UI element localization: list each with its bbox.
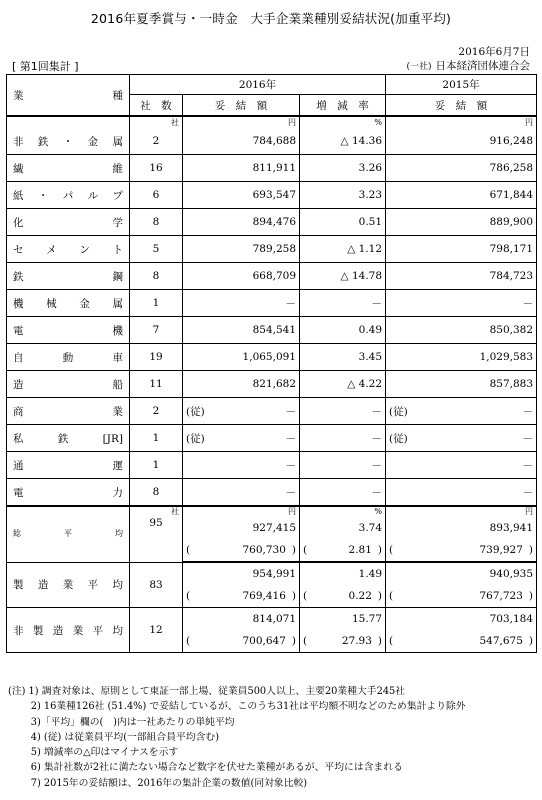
- change-rate: 3.45: [300, 344, 386, 371]
- industry-name: 繊維: [7, 155, 130, 182]
- summary-rate: 1.49: [300, 562, 386, 585]
- industry-name: 電力: [7, 479, 130, 507]
- open-paren: (: [303, 544, 308, 556]
- organization-name: 日本経済団体連合会: [435, 60, 530, 72]
- company-count: 8: [130, 479, 183, 507]
- unit-percent: %: [300, 506, 386, 517]
- settled-amount-prev: －: [386, 290, 537, 317]
- summary-simple-average: [300, 539, 386, 562]
- summary-label: 非製造業平均: [7, 608, 130, 653]
- simple-average-value: 739,927: [479, 544, 523, 556]
- settled-amount: 854,541: [183, 317, 300, 344]
- summary-label: 製造業平均: [7, 562, 130, 608]
- footnotes: [8, 684, 538, 791]
- settled-amount-prev: 671,844: [386, 182, 537, 209]
- table-row: [7, 290, 537, 317]
- summary-row: [7, 562, 537, 585]
- table-row: [7, 209, 537, 236]
- header-amount: 妥 結 額: [183, 95, 300, 117]
- table-row: [7, 425, 537, 452]
- table-row: [7, 452, 537, 479]
- settled-amount: 811,911: [183, 155, 300, 182]
- open-paren: (: [303, 590, 308, 602]
- change-rate: 0.49: [300, 317, 386, 344]
- open-paren: (: [389, 544, 394, 556]
- table-row: [7, 263, 537, 290]
- cell-value: －: [285, 405, 296, 418]
- summary-amount-prev: 940,935: [386, 562, 537, 585]
- close-paren: ): [377, 635, 383, 647]
- settled-amount: －: [183, 479, 300, 507]
- summary-company-count: 83: [130, 562, 183, 608]
- summary-simple-average: [183, 539, 300, 562]
- simple-average-value: 27.93: [341, 635, 372, 647]
- table-row: [7, 398, 537, 425]
- summary-simple-average: [300, 630, 386, 653]
- footnote-line: 6) 集計社数が2社に満たない場合など数字を伏せた業種があるが、平均には含まれる: [8, 762, 403, 774]
- summary-label-top: 総平均: [7, 506, 130, 562]
- summary-simple-average: [386, 585, 537, 608]
- company-count: 1: [130, 290, 183, 317]
- document-date: 2016年6月7日: [458, 46, 530, 58]
- open-paren: (: [186, 590, 191, 602]
- company-count: 19: [130, 344, 183, 371]
- organization: [406, 58, 530, 73]
- change-rate: －: [300, 425, 386, 452]
- summary-amount: 927,415: [183, 517, 300, 539]
- simple-average-value: 700,647: [242, 635, 286, 647]
- simple-average-value: 0.22: [348, 590, 372, 602]
- employee-average-marker: (従): [186, 405, 205, 418]
- close-paren: ): [528, 544, 534, 556]
- settled-amount-prev: 889,900: [386, 209, 537, 236]
- footnote-line: 4) (従) は従業員平均(一部組合員平均含む): [8, 731, 220, 743]
- company-count: 16: [130, 155, 183, 182]
- unit-percent: %: [300, 116, 386, 128]
- summary-simple-average: [300, 585, 386, 608]
- summary-simple-average: [386, 539, 537, 562]
- employee-average-marker: (従): [186, 432, 205, 445]
- industry-name: 通運: [7, 452, 130, 479]
- settled-amount: 693,547: [183, 182, 300, 209]
- close-paren: ): [377, 544, 383, 556]
- header-year-current: 2016年: [130, 75, 386, 95]
- settled-amount-prev: －: [386, 479, 537, 507]
- summary-amount-prev: 893,941: [386, 517, 537, 539]
- change-rate: －: [300, 452, 386, 479]
- open-paren: (: [389, 590, 394, 602]
- change-rate: △ 1.12: [300, 236, 386, 263]
- settled-amount-prev: [386, 425, 537, 452]
- change-rate: －: [300, 290, 386, 317]
- footnote-line: 3)「平均」欄の( )内は一社あたりの単純平均: [8, 716, 235, 728]
- summary-amount: 954,991: [183, 562, 300, 585]
- settled-amount-prev: －: [386, 452, 537, 479]
- change-rate: 3.26: [300, 155, 386, 182]
- cell-value: －: [285, 432, 296, 445]
- change-rate: △ 4.22: [300, 371, 386, 398]
- change-rate: 3.23: [300, 182, 386, 209]
- industry-name: 紙・パルプ: [7, 182, 130, 209]
- summary-simple-average: [183, 585, 300, 608]
- batch-label: [ 第1回集計 ]: [12, 60, 79, 73]
- change-rate: －: [300, 398, 386, 425]
- table-row: [7, 236, 537, 263]
- close-paren: ): [377, 590, 383, 602]
- settled-amount: 668,709: [183, 263, 300, 290]
- unit-yen: 円: [183, 116, 300, 128]
- settled-amount: [183, 425, 300, 452]
- cell-value: －: [522, 405, 534, 418]
- change-rate: 0.51: [300, 209, 386, 236]
- industry-name: 鉄鋼: [7, 263, 130, 290]
- settled-amount-prev: [386, 398, 537, 425]
- settled-amount-prev: 784,723: [386, 263, 537, 290]
- close-paren: ): [528, 590, 534, 602]
- simple-average-value: 767,723: [479, 590, 523, 602]
- simple-average-value: 547,675: [479, 635, 523, 647]
- settled-amount-prev: 798,171: [386, 236, 537, 263]
- settled-amount: 821,682: [183, 371, 300, 398]
- footnote-line: 5) 増減率の△印はマイナスを示す: [8, 747, 179, 759]
- open-paren: (: [389, 635, 394, 647]
- open-paren: (: [186, 544, 191, 556]
- employee-average-marker: (従): [389, 405, 408, 418]
- summary-amount-prev: 703,184: [386, 608, 537, 631]
- industry-name: 自動車: [7, 344, 130, 371]
- employee-average-marker: (従): [389, 432, 408, 445]
- unit-yen-prev: 円: [386, 116, 537, 128]
- cell-value: －: [522, 432, 534, 445]
- industry-name: 電機: [7, 317, 130, 344]
- company-count: 8: [130, 263, 183, 290]
- settled-amount: －: [183, 452, 300, 479]
- settled-amount-prev: 1,029,583: [386, 344, 537, 371]
- summary-row: [7, 608, 537, 631]
- industry-name: 造船: [7, 371, 130, 398]
- industry-name: 非鉄・金属: [7, 128, 130, 155]
- company-count: 7: [130, 317, 183, 344]
- summary-rate: 15.77: [300, 608, 386, 631]
- summary-simple-average: [183, 630, 300, 653]
- footnote-line: (注) 1) 調査対象は、原則として東証一部上場、従業員500人以上、主要20業種大手245社: [8, 686, 406, 697]
- change-rate: －: [300, 479, 386, 507]
- close-paren: ): [528, 635, 534, 647]
- company-count: 5: [130, 236, 183, 263]
- footnote-line: 7) 2015年の妥結額は、2016年の集計企業の数値(同対象比較): [8, 777, 308, 789]
- company-count: 8: [130, 209, 183, 236]
- open-paren: (: [186, 635, 191, 647]
- company-count: 11: [130, 371, 183, 398]
- summary-simple-average: [386, 630, 537, 653]
- industry-name: セメント: [7, 236, 130, 263]
- industry-name: 機械金属: [7, 290, 130, 317]
- unit-companies: 社: [130, 116, 183, 128]
- table-row: [7, 344, 537, 371]
- company-count: 1: [130, 425, 183, 452]
- simple-average-value: 2.81: [348, 544, 372, 556]
- unit-yen: 円: [183, 506, 300, 517]
- simple-average-value: 769,416: [242, 590, 286, 602]
- document-title: 2016年夏季賞与・一時金 大手企業業種別妥結状況(加重平均): [90, 11, 452, 26]
- table-row: [7, 155, 537, 182]
- change-rate: △ 14.36: [300, 128, 386, 155]
- table-row: [7, 128, 537, 155]
- header-companies: 社 数: [130, 95, 183, 117]
- table-row: [7, 479, 537, 507]
- company-count: 6: [130, 182, 183, 209]
- settled-amount: 1,065,091: [183, 344, 300, 371]
- unit-yen-prev: 円: [386, 506, 537, 517]
- header-amount-prev: 妥 結 額: [386, 95, 537, 117]
- close-paren: ): [291, 590, 296, 602]
- simple-average-value: 760,730: [242, 544, 286, 556]
- settled-amount-prev: 857,883: [386, 371, 537, 398]
- settled-amount: 784,688: [183, 128, 300, 155]
- settled-amount: [183, 398, 300, 425]
- table-row: [7, 182, 537, 209]
- footnote-line: 2) 16業種126社 (51.4%) で妥結しているが、このうち31社は平均額不明などのため集計より除外: [8, 701, 466, 713]
- close-paren: ): [291, 635, 296, 647]
- settled-amount: 894,476: [183, 209, 300, 236]
- change-rate: △ 14.78: [300, 263, 386, 290]
- settled-amount: －: [183, 290, 300, 317]
- header-industry: 業 種: [7, 75, 130, 117]
- settled-amount-prev: 850,382: [386, 317, 537, 344]
- industry-name: 化学: [7, 209, 130, 236]
- company-count: 2: [130, 128, 183, 155]
- settled-amount: 789,258: [183, 236, 300, 263]
- industry-name: 商業: [7, 398, 130, 425]
- summary-amount: 814,071: [183, 608, 300, 631]
- bonus-table: [6, 74, 537, 653]
- settled-amount-prev: 786,258: [386, 155, 537, 182]
- summary-rate: 3.74: [300, 517, 386, 539]
- summary-company-count: 12: [130, 608, 183, 653]
- unit-companies: 社: [130, 506, 183, 517]
- settled-amount-prev: 916,248: [386, 128, 537, 155]
- header-year-prev: 2015年: [386, 75, 537, 95]
- industry-name: 私鉄[JR]: [7, 425, 130, 452]
- company-count: 1: [130, 452, 183, 479]
- open-paren: (: [303, 635, 308, 647]
- company-count: 2: [130, 398, 183, 425]
- table-row: [7, 371, 537, 398]
- organization-prefix: (一社): [406, 62, 432, 72]
- summary-company-count: 95: [130, 517, 183, 562]
- header-rate: 増 減 率: [300, 95, 386, 117]
- table-row: [7, 317, 537, 344]
- close-paren: ): [291, 544, 296, 556]
